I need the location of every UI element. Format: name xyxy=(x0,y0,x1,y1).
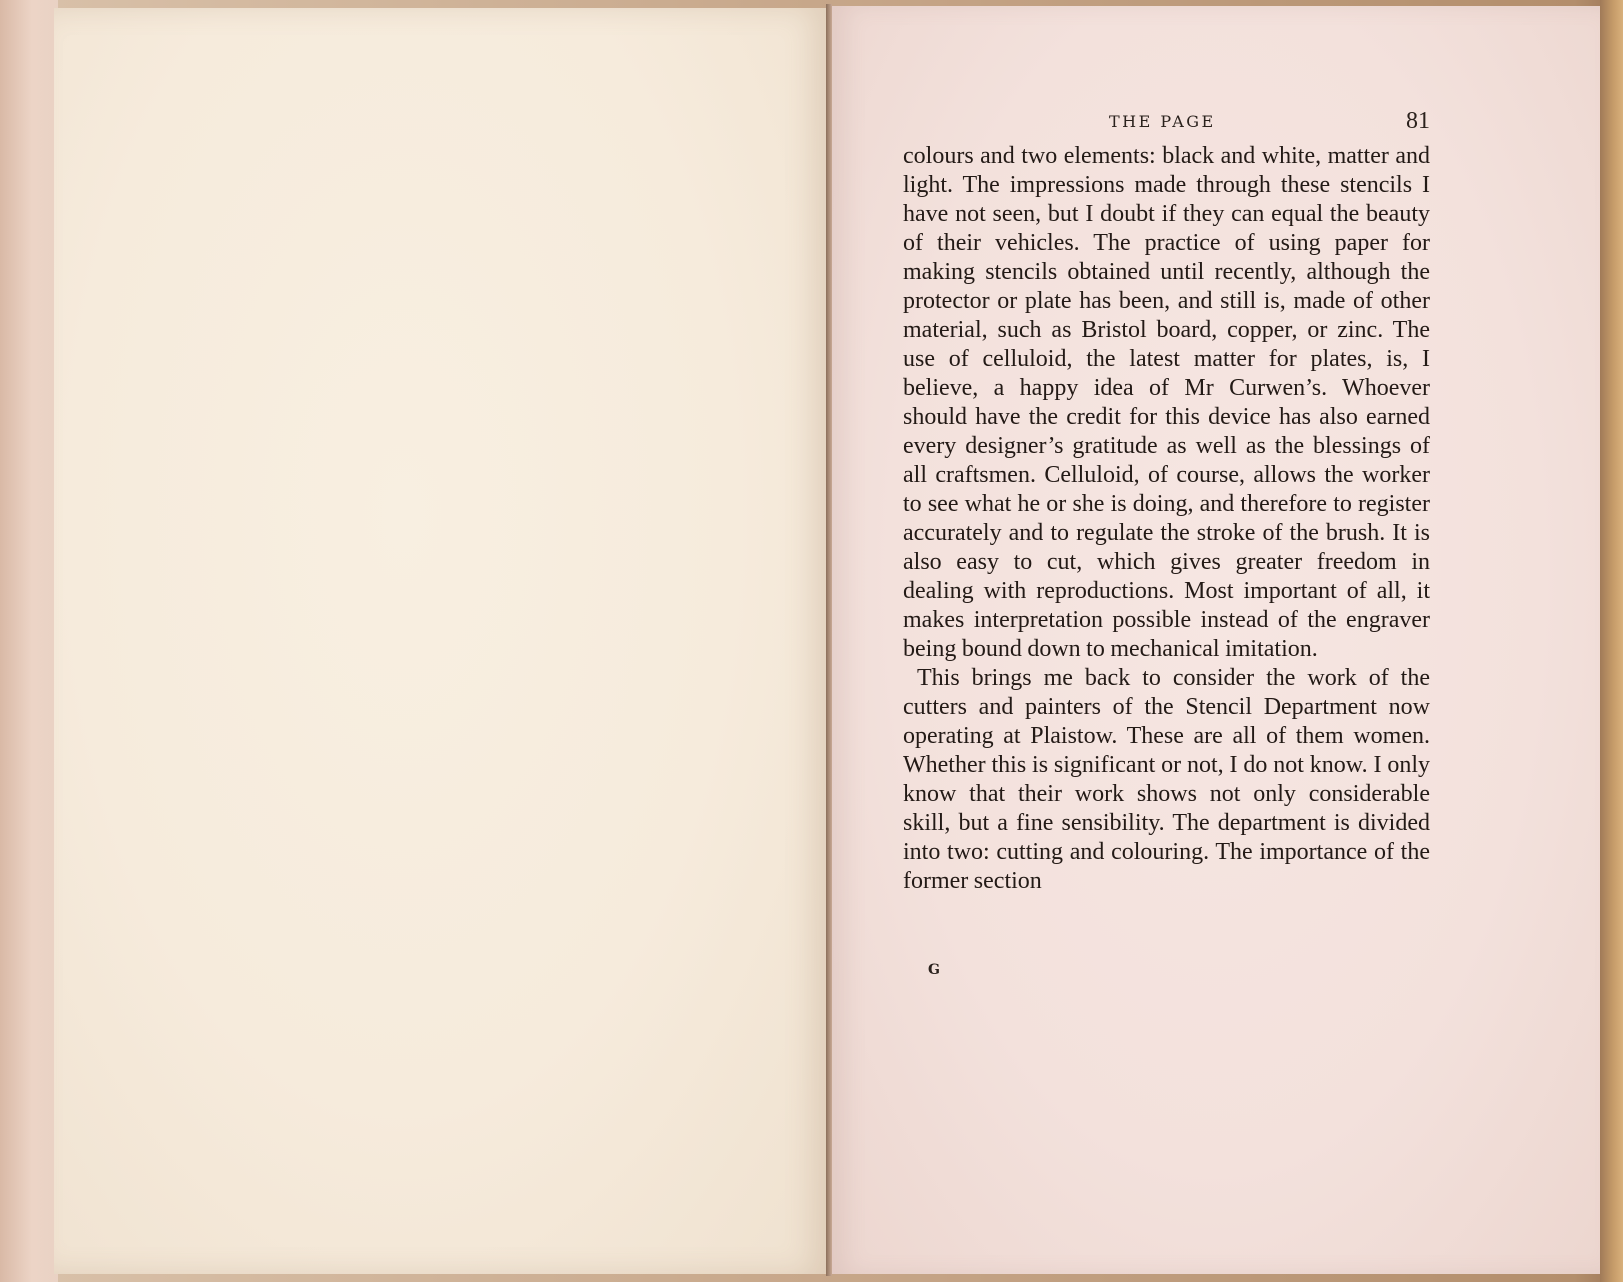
left-page-blank xyxy=(54,8,830,1274)
paragraph: This brings me back to consider the work of the cutters and painters of the Stencil Department now operating at Plaistow. These are all of them women. Whether this is significant or not, I do not know. I only know that their work shows not only considerable skill, but a fine sensibility. The department is divided into two: cutting and colouring. The importance of the former section xyxy=(903,665,1430,894)
body-text xyxy=(903,142,1430,896)
cover-edge-left xyxy=(0,0,58,1282)
paragraph: colours and two elements: black and white, matter and light. The impressions made through these stencils I have not seen, but I doubt if they can equal the beauty of their vehicles. The practice of using paper for making stencils obtained until recently, although the protector or plate has been, and still is, made of other material, such as Bristol board, copper, or zinc. The use of celluloid, the latest matter for plates, is, I believe, a happy idea of Mr Curwen’s. Whoever should have the credit for this device has also earned every designer’s gratitude as well as the blessings of all craftsmen. Celluloid, of course, allows the worker to see what he or she is doing, and therefore to register accurately and to regulate the stroke of the brush. It is also easy to cut, which gives greater freedom in dealing with reproductions. Most important of all, it makes interpretation possible instead of the engraver being bound down to mechanical imitation. xyxy=(903,143,1430,662)
page-number: 81 xyxy=(1406,108,1430,134)
cover-edge-right xyxy=(1600,0,1623,1282)
signature-mark: G xyxy=(928,962,940,978)
running-head: THE PAGE xyxy=(1109,112,1216,131)
